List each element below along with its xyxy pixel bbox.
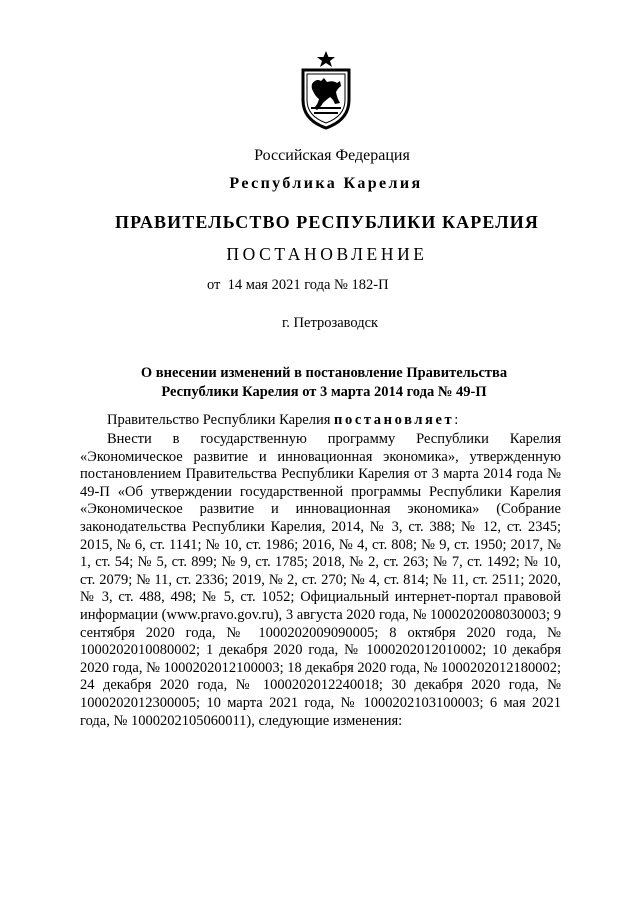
intro-resolves: постановляет <box>334 412 455 428</box>
resolution-paragraph: Внести в государственную программу Республики Карелия «Экономическое развитие и инновационная экономика», утвержденную постановлением Правительства Республики Карелия от 3 марта 2014 года № 49-П «Об утверждении государственной программы Республики Карелия «Экономическое развитие и инновационная экономика» (Собрание законодательства Республики Карелия, 2014, № 3, ст. 388; № 12, ст. 2345; 2015, № 6, ст. 1141; № 10, ст. 1986; 2016, № 4, ст. 808; № 9, ст. 1950; 2017, № 1, ст. 54; № 5, ст. 899; № 9, ст. 1785; 2018, № 2, ст. 263; № 7, ст. 1492; № 10, ст. 2079; № 11, ст. 2336; 2019, № 2, ст. 270; № 4, ст. 814; № 11, ст. 2511; 2020, № 3, ст. 488, 498; № 5, ст. 1052; Официальный интернет-портал правовой информации (www.pravo.gov.ru), 3 августа 2020 года, № 1000202008030003; 9 сентября 2020 года, № 1000202009090005; 8 октября 2020 года, № 1000202010080002; 1 декабря 2020 года, № 1000202012010002; 10 декабря 2020 года, № 1000202012100003; 18 декабря 2020 года, № 1000202012180002; 24 декабря 2020 года, № 1000202012240018; 30 декабря 2020 года, № 1000202012300005; 10 марта 2021 года, № 1000202103100003; 6 мая 2021 года, № 1000202105060011), следующие изменения: <box>80 431 561 729</box>
subject-line-2: Республики Карелия от 3 марта 2014 года № 49-П <box>161 384 487 400</box>
decree-type: ПОСТАНОВЛЕНИЕ <box>226 244 428 264</box>
intro-prefix: Правительство Республики Карелия <box>107 412 335 428</box>
republic-title: Республика Карелия <box>229 175 423 192</box>
resolution-intro <box>107 412 458 430</box>
subject-line-1: О внесении изменений в постановление Правительства <box>140 365 508 381</box>
federation-title: Российская Федерация <box>254 147 410 164</box>
decree-subject <box>4 364 640 402</box>
decree-date-number: от 14 мая 2021 года № 182-П <box>207 277 389 293</box>
karelia-coat-of-arms-icon <box>299 50 353 130</box>
government-title: ПРАВИТЕЛЬСТВО РЕСПУБЛИКИ КАРЕЛИЯ <box>115 212 539 232</box>
city-name: г. Петрозаводск <box>282 315 379 331</box>
intro-suffix: : <box>454 412 459 428</box>
